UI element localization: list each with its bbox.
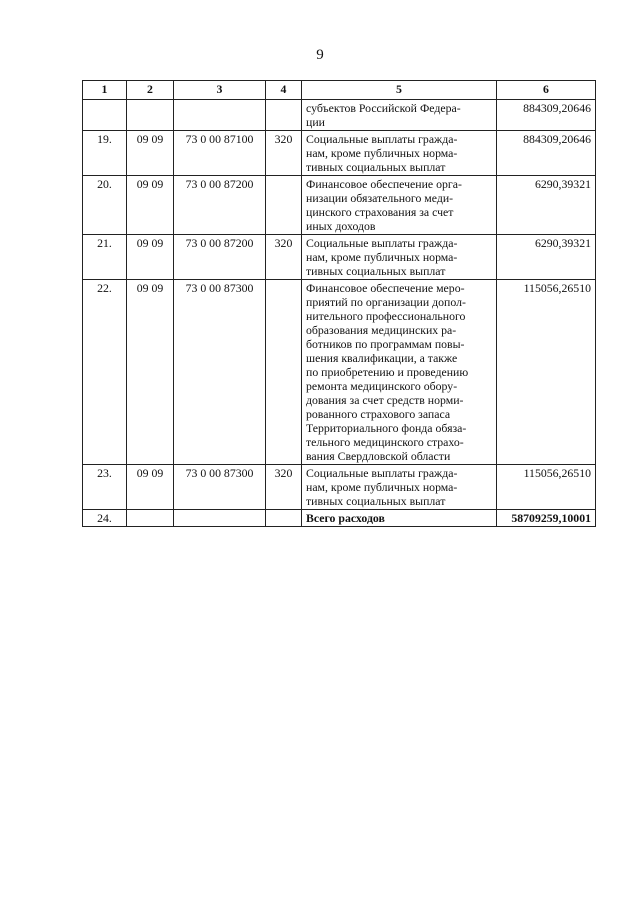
item-name-line: Социальные выплаты гражда- <box>306 236 458 250</box>
item-name-line: по приобретению и проведению <box>306 365 469 379</box>
table-row <box>83 100 596 131</box>
item-name-line: вания Свердловской области <box>306 449 451 463</box>
table-row <box>83 510 596 527</box>
item-name-line: Социальные выплаты гражда- <box>306 466 458 480</box>
row-number-cell: 24. <box>83 510 127 527</box>
expense-type-cell <box>266 510 302 527</box>
page-number: 9 <box>316 47 324 63</box>
table-body <box>83 100 596 527</box>
section-code-cell <box>127 100 174 131</box>
amount-cell: 884309,20646 <box>497 131 596 176</box>
target-code-cell <box>174 510 266 527</box>
column-header-5: 5 <box>302 81 497 100</box>
item-name-line: иных доходов <box>306 219 376 233</box>
item-name-line: ботников по программам повы- <box>306 337 465 351</box>
item-name-line: приятий по организации допол- <box>306 295 466 309</box>
item-name-line: нам, кроме публичных норма- <box>306 146 458 160</box>
target-code-cell: 73 0 00 87200 <box>174 235 266 280</box>
item-name-line: нам, кроме публичных норма- <box>306 480 458 494</box>
section-code-cell <box>127 510 174 527</box>
item-name-line: ции <box>306 115 325 129</box>
item-name-line: тивных социальных выплат <box>306 160 446 174</box>
amount-cell: 6290,39321 <box>497 176 596 235</box>
item-name-line: цинского страхования за счет <box>306 205 454 219</box>
column-header-3: 3 <box>174 81 266 100</box>
item-name-cell <box>302 510 497 527</box>
item-name-line: шения квалификации, а также <box>306 351 458 365</box>
amount-cell: 58709259,10001 <box>497 510 596 527</box>
item-name-line: ремонта медицинского обору- <box>306 379 458 393</box>
section-code-cell: 09 09 <box>127 131 174 176</box>
item-name-cell <box>302 465 497 510</box>
item-name-cell <box>302 280 497 465</box>
column-header-2: 2 <box>127 81 174 100</box>
expense-type-cell: 320 <box>266 465 302 510</box>
table-row <box>83 280 596 465</box>
target-code-cell: 73 0 00 87300 <box>174 280 266 465</box>
row-number-cell: 19. <box>83 131 127 176</box>
row-number-cell: 22. <box>83 280 127 465</box>
section-code-cell: 09 09 <box>127 235 174 280</box>
column-header-6: 6 <box>497 81 596 100</box>
expense-type-cell <box>266 100 302 131</box>
item-name-line: Финансовое обеспечение орга- <box>306 177 462 191</box>
amount-cell: 115056,26510 <box>497 465 596 510</box>
target-code-cell: 73 0 00 87200 <box>174 176 266 235</box>
item-name-line: нительного профессионального <box>306 309 466 323</box>
item-name-line: тельного медицинского страхо- <box>306 435 464 449</box>
expense-type-cell <box>266 280 302 465</box>
item-name-line: тивных социальных выплат <box>306 264 446 278</box>
table-row <box>83 235 596 280</box>
amount-cell: 115056,26510 <box>497 280 596 465</box>
item-name-line: рованного страхового запаса <box>306 407 451 421</box>
expense-type-cell: 320 <box>266 235 302 280</box>
item-name-cell <box>302 176 497 235</box>
item-name-line: Всего расходов <box>306 511 385 525</box>
target-code-cell: 73 0 00 87300 <box>174 465 266 510</box>
item-name-cell <box>302 235 497 280</box>
table-header-row <box>83 81 596 100</box>
column-header-1: 1 <box>83 81 127 100</box>
amount-cell: 884309,20646 <box>497 100 596 131</box>
item-name-line: Финансовое обеспечение меро- <box>306 281 465 295</box>
target-code-cell <box>174 100 266 131</box>
item-name-line: дования за счет средств норми- <box>306 393 464 407</box>
table-row <box>83 131 596 176</box>
item-name-line: субъектов Российской Федера- <box>306 101 461 115</box>
item-name-line: тивных социальных выплат <box>306 494 446 508</box>
amount-cell: 6290,39321 <box>497 235 596 280</box>
row-number-cell <box>83 100 127 131</box>
table-row <box>83 465 596 510</box>
item-name-line: Территориального фонда обяза- <box>306 421 467 435</box>
budget-table <box>82 80 596 527</box>
item-name-line: нам, кроме публичных норма- <box>306 250 458 264</box>
target-code-cell: 73 0 00 87100 <box>174 131 266 176</box>
section-code-cell: 09 09 <box>127 176 174 235</box>
expense-type-cell <box>266 176 302 235</box>
section-code-cell: 09 09 <box>127 280 174 465</box>
item-name-cell <box>302 131 497 176</box>
item-name-line: низации обязательного меди- <box>306 191 454 205</box>
column-header-4: 4 <box>266 81 302 100</box>
table-row <box>83 176 596 235</box>
expense-type-cell: 320 <box>266 131 302 176</box>
row-number-cell: 20. <box>83 176 127 235</box>
item-name-cell <box>302 100 497 131</box>
row-number-cell: 23. <box>83 465 127 510</box>
section-code-cell: 09 09 <box>127 465 174 510</box>
item-name-line: образования медицинских ра- <box>306 323 457 337</box>
item-name-line: Социальные выплаты гражда- <box>306 132 458 146</box>
row-number-cell: 21. <box>83 235 127 280</box>
